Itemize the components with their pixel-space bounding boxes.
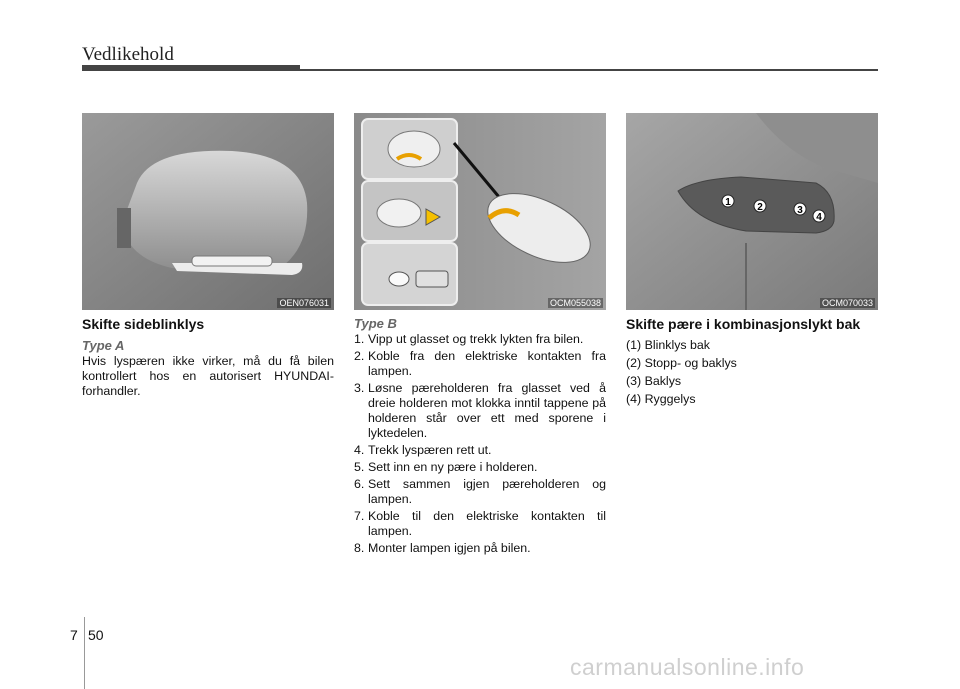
- side-repeater-illustration: [354, 113, 606, 310]
- header-rule-thick: [82, 65, 300, 71]
- watermark: carmanualsonline.info: [570, 654, 805, 680]
- step-item: [354, 443, 606, 458]
- column-type-b: [354, 315, 606, 558]
- page-number: 50: [88, 627, 104, 643]
- step-text: Sett inn en ny pære i holderen.: [368, 460, 538, 474]
- step-number: 6.: [354, 477, 365, 491]
- figure-side-repeater: [354, 113, 606, 310]
- type-b-label: Type B: [354, 316, 397, 331]
- step-number: 1.: [354, 332, 365, 346]
- type-a-label: Type A: [82, 338, 125, 353]
- header-rule-thin: [300, 69, 878, 71]
- part-item: (3) Baklys: [626, 374, 682, 388]
- side-mirror-illustration: [82, 113, 334, 310]
- section-title: Vedlikehold: [82, 44, 174, 65]
- figure-code: OEN076031: [279, 298, 329, 308]
- step-number: 5.: [354, 460, 365, 474]
- step-text: Løsne pæreholderen fra glasset ved å dreie holderen mot klokka inntil tappene på holderen står over ett med sporene i lyktedelen.: [368, 381, 606, 440]
- rear-lamp-parts: [626, 338, 878, 407]
- callout-2: 2: [757, 202, 763, 213]
- step-text: Vipp ut glasset og trekk lykten fra bilen.: [368, 332, 584, 346]
- step-item: [354, 349, 606, 379]
- step-item: [354, 381, 606, 441]
- page-divider: [84, 617, 85, 689]
- part-item: (1) Blinklys bak: [626, 338, 711, 352]
- step-item: [354, 509, 606, 539]
- callout-3: 3: [797, 205, 803, 216]
- figure-code: OCM055038: [549, 298, 601, 308]
- step-number: 2.: [354, 349, 365, 363]
- type-b-steps: [354, 332, 606, 556]
- step-number: 7.: [354, 509, 365, 523]
- callout-1: 1: [725, 197, 731, 208]
- part-item: (2) Stopp- og baklys: [626, 356, 737, 370]
- step-number: 4.: [354, 443, 365, 457]
- heading-side-signal: Skifte sideblinklys: [82, 316, 205, 332]
- step-text: Monter lampen igjen på bilen.: [368, 541, 531, 555]
- step-text: Koble fra den elektriske kontakten fra lampen.: [368, 349, 606, 378]
- heading-rear-lamp: Skifte pære i kombinasjonslykt bak: [626, 316, 861, 332]
- type-a-body: Hvis lyspæren ikke virker, må du få bilen kontrollert hos en autorisert HYUNDAI-forhandler.: [82, 354, 334, 398]
- step-number: 3.: [354, 381, 365, 395]
- rear-lamp-illustration: [626, 113, 878, 310]
- step-item: [354, 332, 606, 347]
- step-item: [354, 541, 606, 556]
- part-item: (4) Ryggelys: [626, 392, 696, 406]
- step-text: Sett sammen igjen pæreholderen og lampen.: [368, 477, 606, 506]
- step-number: 8.: [354, 541, 365, 555]
- chapter-number: 7: [70, 627, 78, 643]
- step-text: Koble til den elektriske kontakten til lampen.: [368, 509, 606, 538]
- step-item: [354, 477, 606, 507]
- step-text: Trekk lyspæren rett ut.: [368, 443, 492, 457]
- figure-rear-combination-lamp: [626, 113, 878, 310]
- callout-4: 4: [816, 212, 822, 223]
- figure-code: OCM070033: [821, 298, 873, 308]
- column-rear-lamp: [626, 315, 878, 410]
- figure-side-mirror: [82, 113, 334, 310]
- column-side-signal: [82, 315, 334, 399]
- step-item: [354, 460, 606, 475]
